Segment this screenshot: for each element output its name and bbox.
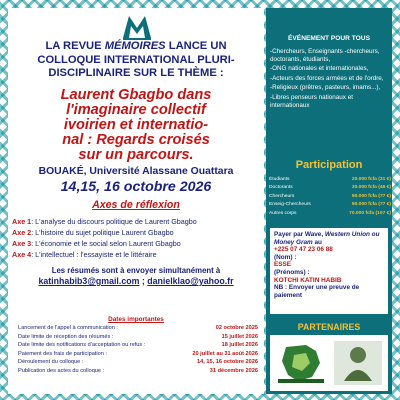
audience-item: -Religieux (prêtres, pasteurs, imams...), — [270, 84, 381, 92]
audience-item: -ONG nationales et internationales, — [270, 65, 369, 73]
axis-item: Axe 4: L'intellectuel : l'essayiste et le littéraire — [12, 250, 157, 259]
payment-note: NB : Envoyer une preuve de paiement — [274, 284, 360, 299]
audience-item: -Chercheurs, Enseignants -chercheurs, doctorants, étudiants, — [270, 48, 380, 63]
partners-box — [270, 335, 388, 391]
title-memoires: MÉMOIRES — [104, 40, 166, 52]
revue-memoires-logo-icon — [121, 12, 153, 40]
audience-heading: ÉVÉNEMENT POUR TOUS — [288, 35, 370, 42]
axes-list — [12, 216, 264, 260]
sidebar-panel — [266, 8, 392, 394]
event-dates: 14,15, 16 octobre 2026 — [60, 179, 212, 195]
email-link-2[interactable]: danielklao@yahoo.fr — [147, 276, 234, 286]
theme-line-1: Laurent Gbagbo dans — [60, 87, 212, 103]
timeline-row: Date limite des notifications d'acceptation ou refus : 18 juillet 2026 — [18, 342, 258, 349]
title-line-3: DISCIPLINAIRE SUR LE THÈME : — [48, 67, 224, 80]
colloquium-theme — [8, 88, 264, 163]
theme-line-2: l'imaginaire collectif — [66, 102, 206, 118]
email-link-1[interactable]: katinhabib3@gmail.com — [38, 276, 140, 286]
fee-row: Autres corps 70.000 fcfa (107 €) — [269, 210, 391, 216]
timeline-row: Paiement des frais de participation : 20 juillet au 31 août 2026 — [18, 350, 258, 357]
fee-row: Étudiants 20.000 fcfa (31 €) — [269, 177, 391, 182]
axis-item: Axe 3: L'économie et le social selon Laurent Gbagbo — [12, 239, 181, 248]
fees-table — [269, 176, 391, 218]
payment-phone: +225 07 47 23 06 88 — [274, 246, 333, 254]
audience-item: -Acteurs des forces armées et de l'ordre, — [270, 74, 384, 82]
payment-info: Payer par Wave, Western Union ou Money Gram au +225 07 47 23 06 88 (Nom) : ESSE (Prénoms) : KOTCHI KATIN HABIB NB : Envoyer une preuve de paiement — [274, 231, 386, 299]
timeline-row: Déroulement du colloque : 14, 15, 16 octobre 2026 — [18, 359, 258, 366]
audience-item: -Libres penseurs nationaux et internationaux — [270, 93, 353, 109]
timeline-heading: Dates importantes — [108, 316, 164, 323]
partner-logo-map-icon — [276, 341, 326, 385]
title-rest: LANCE UN — [165, 40, 227, 52]
axis-item: Axe 2: L'histoire du sujet politique Laurent Gbagbo — [12, 228, 174, 237]
title-prefix: LA REVUE — [45, 40, 105, 52]
timeline-row: Publication des actes du colloque : 31 décembre 2026 — [18, 367, 258, 374]
payee-name: ESSE — [274, 261, 292, 269]
axis-item: Axe 1: L'analyse du discours politique de Laurent Gbagbo — [12, 217, 197, 226]
participation-heading: Participation — [295, 159, 363, 171]
main-panel — [8, 8, 264, 394]
partners-heading: PARTENAIRES — [297, 322, 361, 332]
timeline-row: Lancement de l'appel à communication : 02 octobre 2025 — [18, 325, 258, 331]
partner-logo-figure-icon — [334, 341, 382, 385]
timeline-row: Date limite de réception des résumés : 15 juillet 2026 — [18, 333, 258, 340]
submission-emails: katinhabib3@gmail.com ; danielklao@yahoo.fr — [38, 276, 234, 286]
announcement-title — [8, 40, 264, 81]
theme-line-5: sur un parcours. — [78, 147, 194, 163]
theme-line-3: ivoirien et internatio- — [63, 117, 209, 133]
venue: BOUAKÉ, Université Alassane Ouattara — [38, 166, 234, 177]
fee-row: Chercheurs 50.000 fcfa (77 €) — [269, 193, 391, 199]
fee-row: Enseig-Chercheurs 50.000 fcfa (77 €) — [269, 202, 391, 208]
title-line-2: COLLOQUE INTERNATIONAL PLURI- — [37, 53, 235, 66]
axes-heading: Axes de réflexion — [92, 199, 180, 211]
payment-box — [270, 228, 388, 314]
payee-first-names: KOTCHI KATIN HABIB — [274, 276, 342, 284]
theme-line-4: nal : Regards croisés — [62, 132, 210, 148]
timeline-list — [18, 324, 258, 376]
fee-row: Doctorants 30.000 fcfa (46 €) — [269, 185, 391, 191]
submission-note: Les résumés sont à envoyer simultanément à — [51, 266, 221, 275]
audience-list — [270, 48, 390, 111]
